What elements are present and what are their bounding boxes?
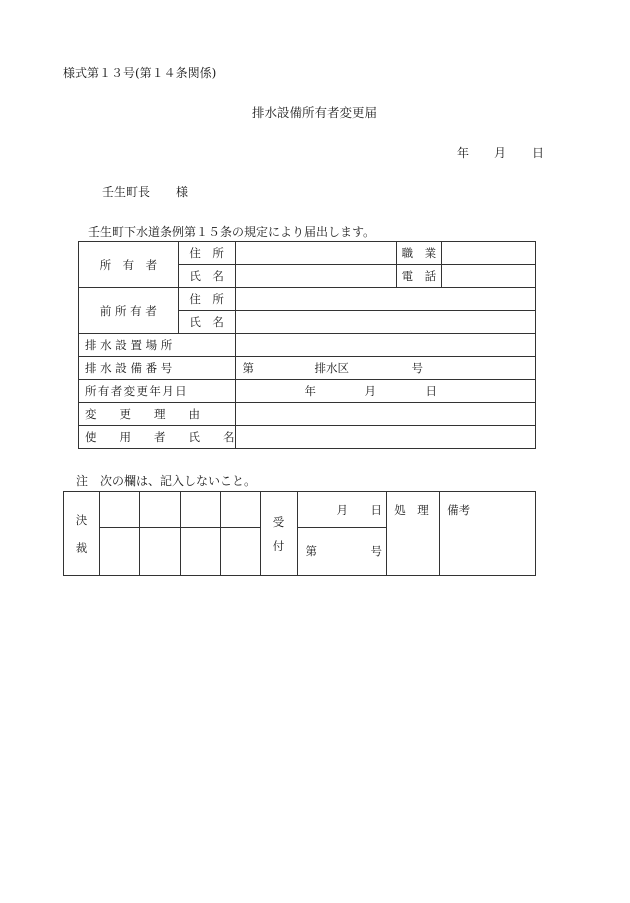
decision-label-1: 決 xyxy=(75,512,88,527)
facility-number-label: 排 水 設 備 番 号 xyxy=(79,357,236,380)
facility-number-district: 排水区 xyxy=(314,361,349,375)
facility-number-prefix: 第 xyxy=(242,361,254,375)
owner-phone-label: 電 話 xyxy=(396,265,441,288)
decision-stamp-3[interactable] xyxy=(180,492,220,528)
reason-field[interactable] xyxy=(235,403,536,426)
user-name-label: 使 用 者 氏 名 xyxy=(79,426,236,449)
page-title: 排水設備所有者変更届 xyxy=(252,105,378,120)
owner-occupation-label: 職 業 xyxy=(396,242,441,265)
decision-stamp-8[interactable] xyxy=(220,528,260,576)
intro-text: 壬生町下水道条例第１５条の規定により届出します。 xyxy=(88,225,376,239)
honorific: 様 xyxy=(176,185,189,199)
receipt-number-cell[interactable] xyxy=(297,528,387,576)
remarks-label: 備考 xyxy=(447,503,471,517)
change-date-day: 日 xyxy=(425,384,437,398)
date-year-label: 年 xyxy=(457,146,470,160)
decision-label-cell xyxy=(64,492,100,576)
reason-row xyxy=(79,403,536,426)
decision-stamp-1[interactable] xyxy=(99,492,139,528)
change-date-year: 年 xyxy=(304,384,316,398)
addressee: 壬生町長 xyxy=(102,185,151,199)
owner-occupation-field[interactable] xyxy=(441,242,535,265)
decision-stamp-2[interactable] xyxy=(139,492,180,528)
user-name-row xyxy=(79,426,536,449)
reason-label: 変 更 理 由 xyxy=(79,403,236,426)
receipt-label-1: 受 xyxy=(272,514,285,529)
decision-stamp-4[interactable] xyxy=(220,492,260,528)
change-date-month: 月 xyxy=(364,384,376,398)
change-date-field[interactable] xyxy=(235,380,536,403)
previous-owner-label: 前 所 有 者 xyxy=(79,288,179,334)
owner-label: 所 有 者 xyxy=(79,242,179,288)
facility-number-field[interactable] xyxy=(235,357,536,380)
processing-cell[interactable] xyxy=(387,492,440,576)
owner-address-label: 住 所 xyxy=(178,242,235,265)
receipt-number-suffix: 号 xyxy=(370,544,382,558)
owner-address-row xyxy=(79,242,536,265)
owner-address-field[interactable] xyxy=(235,242,396,265)
user-name-field[interactable] xyxy=(235,426,536,449)
previous-owner-address-row xyxy=(79,288,536,311)
office-use-table xyxy=(63,491,536,576)
previous-owner-address-label: 住 所 xyxy=(178,288,235,311)
decision-stamp-5[interactable] xyxy=(99,528,139,576)
facility-number-suffix: 号 xyxy=(411,361,423,375)
receipt-month: 月 xyxy=(336,503,348,517)
location-label: 排 水 設 置 場 所 xyxy=(79,334,236,357)
receipt-label-cell xyxy=(260,492,297,576)
decision-stamp-7[interactable] xyxy=(180,528,220,576)
owner-name-field[interactable] xyxy=(235,265,396,288)
change-date-label: 所有者変更年月日 xyxy=(79,380,236,403)
form-number: 様式第１３号(第１４条関係) xyxy=(63,66,217,80)
notification-table xyxy=(78,241,536,449)
previous-owner-name-label: 氏 名 xyxy=(178,311,235,334)
receipt-label-2: 付 xyxy=(272,538,285,553)
facility-number-row xyxy=(79,357,536,380)
receipt-date-cell[interactable] xyxy=(297,492,387,528)
decision-label-2: 裁 xyxy=(75,540,88,555)
remarks-cell[interactable] xyxy=(440,492,536,576)
date-month-label: 月 xyxy=(494,146,507,160)
location-row xyxy=(79,334,536,357)
owner-phone-field[interactable] xyxy=(441,265,535,288)
receipt-number-prefix: 第 xyxy=(305,544,317,558)
decision-stamp-6[interactable] xyxy=(139,528,180,576)
previous-owner-name-field[interactable] xyxy=(235,311,536,334)
change-date-row xyxy=(79,380,536,403)
previous-owner-address-field[interactable] xyxy=(235,288,536,311)
owner-name-label: 氏 名 xyxy=(178,265,235,288)
note-text: 注 次の欄は、記入しないこと。 xyxy=(76,474,257,488)
date-line xyxy=(457,146,547,160)
location-field[interactable] xyxy=(235,334,536,357)
date-day-label: 日 xyxy=(532,146,545,160)
receipt-day: 日 xyxy=(370,503,382,517)
processing-label: 処 理 xyxy=(394,503,429,517)
